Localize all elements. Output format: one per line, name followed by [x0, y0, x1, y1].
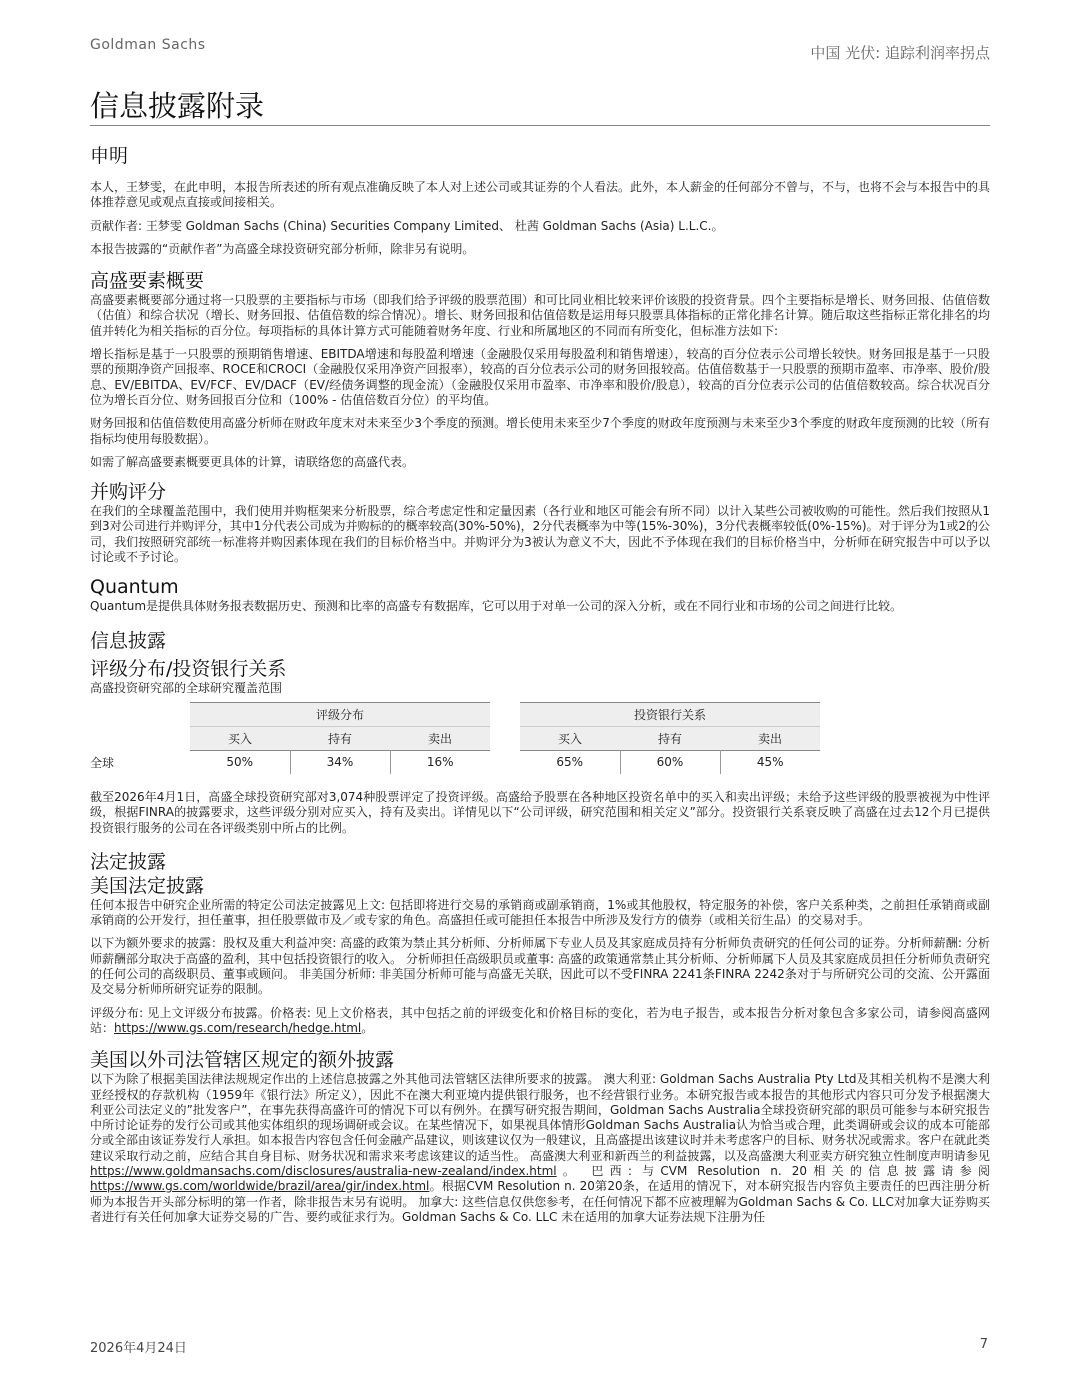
column-header: 持有	[620, 726, 720, 750]
ma-paragraph: 在我们的全球覆盖范围中，我们使用并购框架来分析股票，综合考虑定性和定量因素（各行业和地区可能会有所不同）以计入某些公司被收购的可能性。然后我们按照从1到3对公司进行并购评分，其中1分代表公司成为并购标的的概率较高(30%-50%)，2分代表概率为中等(15%-30%)，3分代表概率较低(0%-15%)。对于评分为1或2的公司，我们按照研究部统一标准将并购因素体现在我们的目标价格当中。并购评分为3被认为意义不大，因此不予体现在我们的目标价格当中，分析师在研究报告中可以予以讨论或不予讨论。	[90, 504, 990, 565]
rating-distribution-heading: 评级分布/投资银行关系	[90, 657, 287, 680]
australia-nz-link[interactable]: https://www.goldmansachs.com/disclosures/australia-new-zealand/index.html	[90, 1163, 557, 1178]
ma-heading: 并购评分	[90, 481, 167, 504]
column-header: 卖出	[720, 726, 820, 750]
column-header: 持有	[290, 726, 390, 750]
rating-distribution-group-header: 评级分布	[190, 702, 490, 726]
contributing-authors: 贡献作者: 王梦雯 Goldman Sachs (China) Securities Company Limited、 杜茜 Goldman Sachs (Asia) L.L.C.。	[90, 218, 724, 233]
quantum-section	[90, 575, 990, 614]
page-title: 信息披露附录	[90, 89, 265, 123]
ma-section	[90, 480, 990, 565]
factor-profile-paragraph: 财务回报和估值倍数使用高盛分析师在财政年度末对未来至少3个季度的预测。增长使用未来至少7个季度的财政年度预测与未来至少3个季度的财政年度预测的比较（所有指标均使用每股数据）。	[90, 416, 990, 446]
table-cell: 60%	[620, 750, 720, 774]
quantum-heading: Quantum	[90, 576, 179, 599]
column-header: 买入	[190, 726, 290, 750]
us-disclosures-heading: 美国法定披露	[90, 874, 205, 897]
disclosures-section	[90, 629, 990, 836]
table-cell: 16%	[390, 750, 490, 774]
factor-profile-section	[90, 269, 990, 470]
row-label: 全球	[90, 755, 115, 770]
us-disclosure-paragraph: 以下为额外要求的披露：股权及重大利益冲突: 高盛的政策为禁止其分析师、分析师属下专业人员及其家庭成员持有分析师负责研究的任何公司的证券。分析师薪酬: 分析师薪酬部分取决于高盛的盈利，其中包括投资银行的收入。 分析师担任高级职员或董事: 高盛的政策通常禁止其分析师、分析师属下人员及其家庭成员担任分析师负责研究的任何公司的高级职员、董事或顾问。 非美国分析师: 非美国分析师可能与高盛无关联，因此可以不受FINRA 2241条FINRA 2242条对于与所研究公司的交流、公开露面及交易分析师所研究证券的限制。	[90, 936, 990, 997]
regulatory-section	[90, 850, 990, 1036]
declaration-paragraph: 本人，王梦雯，在此申明，本报告所表述的所有观点准确反映了本人对上述公司或其证券的个人看法。此外，本人薪金的任何部分不曾与，不与，也将不会与本报告中的具体推荐意见或观点直接或间接相关。	[90, 180, 991, 210]
main-content	[90, 140, 990, 1225]
table-cell: 34%	[290, 750, 390, 774]
declaration-section	[90, 144, 990, 257]
non-us-heading: 美国以外司法管辖区规定的额外披露	[90, 1049, 395, 1072]
report-title: 中国 光伏: 追踪利润率拐点	[810, 44, 990, 62]
non-us-section	[90, 1048, 990, 1225]
us-disclosure-paragraph: 任何本报告中研究企业所需的特定公司法定披露见上文: 包括即将进行交易的承销商或副承销商，1%或其他股权，特定服务的补偿，客户关系种类，之前担任承销商或副承销商的公开发行，担任董事，担任股票做市及／或专家的角色。高盛担任或可能担任本报告中所涉及发行方的债券（或相关衍生品）的交易对手。	[90, 897, 990, 928]
price-chart-text: 评级分布: 见上文评级分布披露。价格表: 见上文价格表，其中包括之前的评级变化和价格目标的变化，若为电子报告，或本报告分析对象包含多家公司，请参阅高盛网站：	[90, 1005, 990, 1035]
column-header: 买入	[520, 726, 620, 750]
contributor-note: 本报告披露的“贡献作者”为高盛全球投资研究部分析师，除非另有说明。	[90, 241, 475, 256]
page-number: 7	[979, 1337, 988, 1352]
brazil-link[interactable]: https://www.gs.com/worldwide/brazil/area/gir/index.html	[90, 1179, 430, 1194]
punctuation: 。	[361, 1020, 374, 1035]
regulatory-heading: 法定披露	[90, 850, 167, 873]
ib-relationship-group-header: 投资银行关系	[520, 702, 820, 726]
brand-name: Goldman Sachs	[90, 37, 206, 53]
declaration-heading: 申明	[90, 145, 129, 167]
factor-profile-paragraph: 如需了解高盛要素概要更具体的计算，请联络您的高盛代表。	[90, 454, 415, 469]
table-cell: 45%	[720, 750, 820, 774]
non-us-text: 。根据CVM Resolution n. 20第20条，在适用的情况下，对本研究报告内容负主要责任的巴西注册分析师为本报告开头部分标明的第一作者，除非报告末另有说明。 加拿大: 这些信息仅供您参考，在任何情况下都不应被理解为Goldman Sachs & Co. LLC对加拿大证券购买者进行有关任何加拿大证券交易的广告、要约或征求行为。Goldman Sachs & Co. LLC 未在适用的加拿大证券法规下注册为任	[90, 1179, 990, 1224]
ratings-note-paragraph: 截至2026年4月1日，高盛全球投资研究部对3,074种股票评定了投资评级。高盛给予股票在各种地区投资名单中的买入和卖出评级；未给予这些评级的股票被视为中性评级，根据FINRA的披露要求，这些评级分别对应买入，持有及卖出。详情见以下“公司评级，研究范围和相关定义”部分。投资银行关系衰反映了高盛在过去12个月已提供投资银行服务的公司在各评级类别中所占的比例。	[90, 789, 990, 835]
non-us-text: 以下为除了根据美国法律法规规定作出的上述信息披露之外其他司法管辖区法律所要求的披露。 澳大利亚: Goldman Sachs Australia Pty Ltd及其相关机构不是澳大利亚经授权的存款机构（1959年《银行法》所定义），因此不在澳大利亚境内提供银行服务，也不经营银行业务。本研究报告或本报告的其他形式内容只可分发予根据澳大利亚公司法定义的”批发客户”，在事先获得高盛许可的情况下可以有例外。在撰写研究报告期间，Goldman Sachs Australia全球投资研究部的职员可能参与本研究报告中所讨论证券的发行公司或其他实体组织的现场调研或会议。在某些情况下，如果视具体情形Goldman Sachs Australia认为恰当或合理，此类调研或会议的成本可能部分或全部由该证券发行人承担。如本报告内容包含任何金融产品建议，则该建议仅为一般建议，且高盛提出该建议时并未考虑客户的目标、财务状况或需求。客户在就此类建议采取行动之前，应结合其自身目标、财务状况和需求来考虑该建议的适当性。 高盛澳大利亚和新西兰的利益披露，以及高盛澳大利亚卖方研究独立性制度声明请参见	[90, 1072, 991, 1163]
non-us-text: 。 巴西: 与CVM Resolution n. 20相关的信息披露请参阅	[556, 1163, 990, 1178]
table-cell: 65%	[520, 750, 620, 774]
title-divider	[90, 125, 990, 126]
factor-profile-paragraph: 增长指标是基于一只股票的预期销售增速、EBITDA增速和每股盈利增速（金融股仅采用每股盈利和销售增速），较高的百分位表示公司增长较快。财务回报是基于一只股票的预期净资产回报率、ROCE和CROCI（金融股仅采用净资产回报率），较高的百分位表示公司的财务回报较高。估值倍数基于一只股票的预期市盈率、市净率、股价/股息、EV/EBITDA、EV/FCF、EV/DACF（EV/经债务调整的现金流）（金融股仅采用市盈率、市净率和股价/股息），较高的百分位表示公司的估值倍数较高。综合状况百分位为增长百分位、财务回报百分位和（100% - 估值倍数百分位）的平均值。	[90, 347, 990, 407]
us-disclosure-paragraph	[90, 1006, 990, 1037]
factor-profile-paragraph: 高盛要素概要部分通过将一只股票的主要指标与市场（即我们给予评级的股票范围）和可比同业相比较来评价该股的投资背景。四个主要指标是增长、财务回报、估值倍数（估值）和综合状况（增长、财务回报、估值倍数的综合情况）。增长、财务回报和估值倍数是运用每只股票具体指标的正常化排名计算。随后取这些指标正常化排名的均值并转化为相关指标的百分位。每项指标的具体计算方式可能随着财务年度、行业和所属地区的不同而有所变化，但标准方法如下:	[90, 293, 991, 338]
quantum-paragraph: Quantum是提供具体财务报表数据历史、预测和比率的高盛专有数据库，它可以用于对单一公司的深入分析，或在不同行业和市场的公司之间进行比较。	[90, 599, 903, 614]
table-cell: 50%	[190, 750, 290, 774]
factor-profile-heading: 高盛要素概要	[90, 270, 205, 293]
hedge-link[interactable]: https://www.gs.com/research/hedge.html	[114, 1020, 362, 1035]
column-header: 卖出	[390, 726, 490, 750]
coverage-caption: 高盛投资研究部的全球研究覆盖范围	[90, 680, 283, 695]
non-us-paragraph	[90, 1072, 990, 1225]
disclosures-heading: 信息披露	[90, 629, 167, 652]
rating-distribution-table	[90, 702, 820, 774]
footer-date: 2026年4月24日	[90, 1341, 187, 1356]
